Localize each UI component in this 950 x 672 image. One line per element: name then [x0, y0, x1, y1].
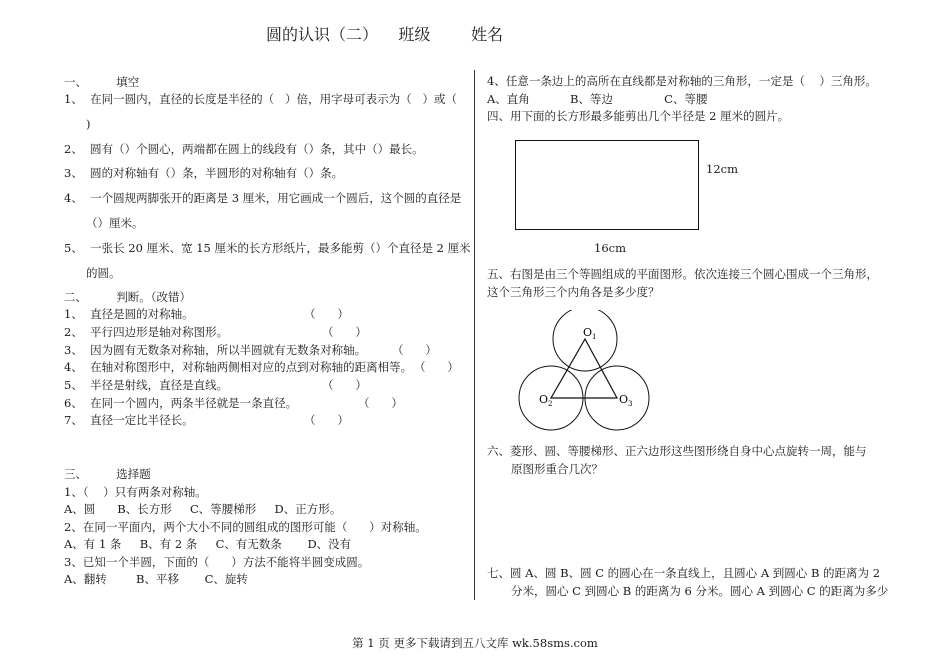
fill-question-4-cont: （）厘米。 [86, 216, 144, 230]
judge-question-7: 7、 直径一定比半径长。 [64, 413, 194, 427]
section-3-heading: 三、 选择题 [64, 467, 151, 481]
section-7-line-1: 七、圆 A、圆 B、圆 C 的圆心在一条直线上，且圆心 A 到圆心 B 的距离为 2 [487, 566, 881, 580]
choice-options-3: A、翻转 B、平移 C、旋转 [64, 572, 248, 586]
fill-question-3: 3、 圆的对称轴有（）条，半圆形的对称轴有（）条。 [64, 166, 344, 180]
circle-o1 [553, 310, 617, 371]
label-o3: $O_3$ [619, 393, 633, 408]
label-o1: $O_1$ [583, 326, 597, 341]
label-o2: $O_2$ [539, 393, 553, 408]
section-6-line-2: 原图形重合几次？ [511, 462, 603, 476]
rect-height-label: 12cm [706, 162, 738, 176]
fill-question-5: 5、 一张长 20 厘米、宽 15 厘米的长方形纸片，最多能剪（）个直径是 2 厘米 [64, 241, 471, 255]
fill-question-4: 4、 一个圆规两脚张开的距离是 3 厘米，用它画成一个圆后，这个圆的直径是 [64, 191, 462, 205]
choice-question-4: 4、任意一条边上的高所在直线都是对称轴的三角形，一定是（ ）三角形。 [487, 74, 877, 88]
three-circles-figure [515, 310, 655, 434]
judge-question-3: 3、 因为圆有无数条对称轴，所以半圆就有无数条对称轴。 [64, 343, 367, 357]
judge-question-2: 2、 平行四边形是轴对称图形。 [64, 325, 229, 339]
section-5-line-2: 这个三角形三个内角各是多少度？ [487, 285, 660, 299]
section-1-heading: 一、 填空 [64, 75, 140, 89]
judge-answer-3: （ ） [392, 343, 437, 357]
judge-answer-4: （ ） [414, 360, 459, 374]
section-5-line-1: 五、右图是由三个等圆组成的平面图形。依次连接三个圆心围成一个三角形， [487, 267, 878, 281]
center-triangle [551, 339, 617, 398]
section-6-line-1: 六、菱形、圆、等腰梯形、正六边形这些图形绕自身中心点旋转一周，能与 [487, 444, 867, 458]
page-footer: 第 1 页 更多下载请到五八文库 wk.58sms.com [352, 636, 598, 650]
choice-question-2: 2、在同一平面内，两个大小不同的圆组成的图形可能（ ）对称轴。 [64, 520, 427, 534]
rect-width-label: 16cm [594, 241, 626, 255]
fill-question-1-cont: ) [86, 117, 91, 131]
judge-answer-6: （ ） [358, 396, 403, 410]
choice-question-3: 3、已知一个半圆，下面的（ ）方法不能将半圆变成圆。 [64, 555, 370, 569]
fill-question-2: 2、 圆有（）个圆心，两端都在圆上的线段有（）条，其中（）最长。 [64, 142, 424, 156]
choice-options-4: A、直角 B、等边 C、等腰 [487, 92, 708, 106]
judge-answer-2: （ ） [322, 325, 367, 339]
rectangle-figure [515, 140, 699, 230]
choice-options-2: A、有 1 条 B、有 2 条 C、有无数条 D、没有 [64, 537, 352, 551]
judge-answer-1: （ ） [304, 307, 349, 321]
judge-question-6: 6、 在同一个圆内，两条半径就是一条直径。 [64, 396, 298, 410]
judge-question-5: 5、 半径是射线，直径是直线。 [64, 378, 229, 392]
judge-answer-5: （ ） [322, 378, 367, 392]
section-2-heading: 二、 判断。（改错） [64, 290, 191, 304]
section-4-heading: 四、用下面的长方形最多能剪出几个半径是 2 厘米的圆片。 [487, 109, 790, 123]
section-7-line-2: 分米，圆心 C 到圆心 B 的距离为 6 分米。圆心 A 到圆心 C 的距离为多少 [511, 584, 889, 598]
judge-question-4: 4、 在轴对称图形中，对称轴两侧相对应的点到对称轴的距离相等。 [64, 360, 413, 374]
page-title: 圆的认识（二） 班级 姓名 [266, 25, 504, 44]
fill-question-5-cont: 的圆。 [86, 266, 121, 280]
choice-options-1: A、圆 B、长方形 C、等腰梯形 D、正方形。 [64, 502, 342, 516]
fill-question-1: 1、 在同一圆内，直径的长度是半径的（ ）倍，用字母可表示为（ ）或（ [64, 92, 458, 106]
judge-answer-7: （ ） [304, 413, 349, 427]
choice-question-1: 1、（ ）只有两条对称轴。 [64, 485, 207, 499]
column-divider [474, 70, 475, 600]
judge-question-1: 1、 直径是圆的对称轴。 [64, 307, 194, 321]
